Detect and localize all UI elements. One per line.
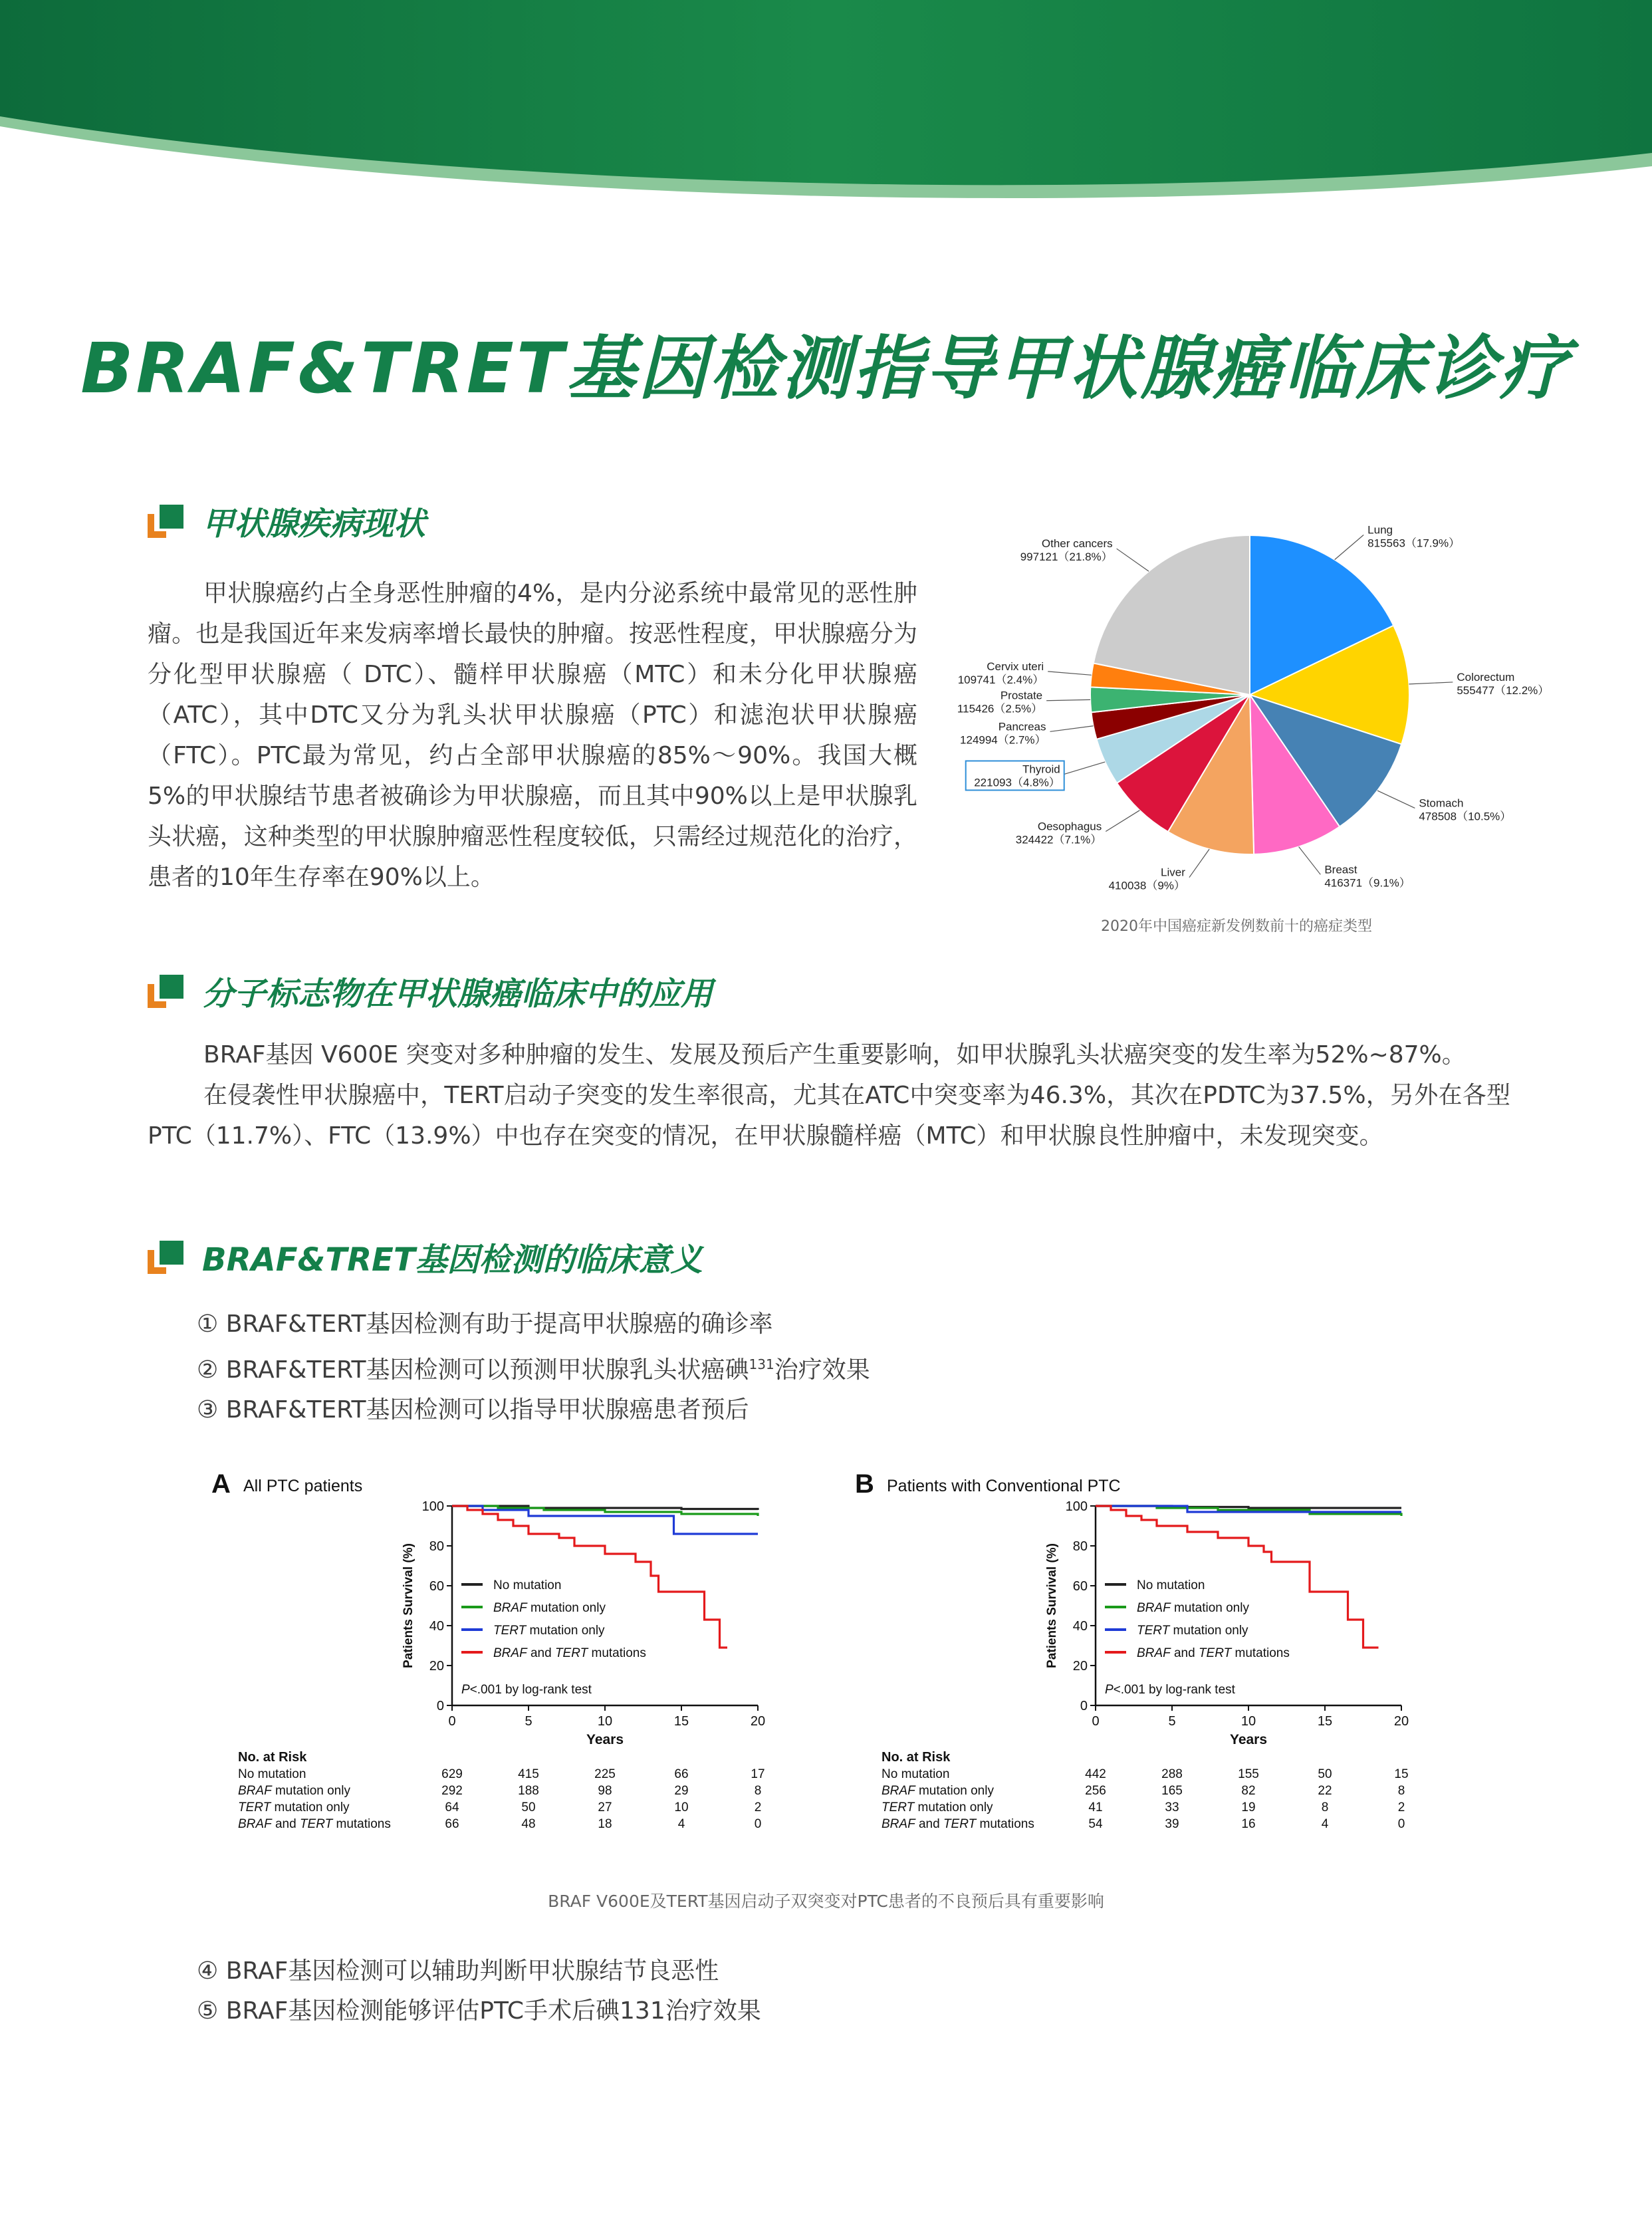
points-list-bottom xyxy=(197,1951,761,2031)
y-tick-label: 100 xyxy=(421,1499,444,1514)
point-5: ⑤ BRAF基因检测能够评估PTC手术后碘131治疗效果 xyxy=(197,1997,761,2025)
pie-leader-line xyxy=(1106,810,1139,832)
legend-label-braf-and-tert-mutations: BRAF and TERT mutations xyxy=(493,1646,646,1660)
pie-leader-line xyxy=(1335,535,1364,560)
pie-leader-line xyxy=(1064,762,1106,775)
x-tick-label: 10 xyxy=(1240,1714,1256,1729)
pie-value-prostate: 115426（2.5%） xyxy=(957,702,1043,715)
risk-cell: 8 xyxy=(754,1784,762,1798)
x-axis-label: Years xyxy=(1229,1732,1268,1747)
x-tick-label: 0 xyxy=(448,1714,456,1729)
paragraph-braf: BRAF基因 V600E 突变对多种肿瘤的发生、发展及预后产生重要影响，如甲状腺乳头状癌突变的发生率为52%~87%。 xyxy=(203,1041,1466,1068)
y-tick-label: 0 xyxy=(1080,1699,1088,1713)
pie-leader-line xyxy=(1189,849,1209,878)
point-3: ③ BRAF&TERT基因检测可以指导甲状腺癌患者预后 xyxy=(197,1396,749,1424)
pie-leader-line xyxy=(1048,672,1092,675)
x-axis-label: Years xyxy=(586,1732,624,1747)
legend-label-braf-and-tert-mutations: BRAF and TERT mutations xyxy=(1137,1646,1290,1660)
panel-letter: A xyxy=(211,1469,231,1499)
risk-cell: 292 xyxy=(441,1784,463,1798)
legend-label-tert-mutation-only: TERT mutation only xyxy=(1137,1624,1248,1638)
risk-cell: 50 xyxy=(1318,1767,1332,1781)
risk-row-label: BRAF and TERT mutations xyxy=(238,1817,391,1831)
y-axis-label: Patients Survival (%) xyxy=(1045,1543,1059,1668)
point-2: ② BRAF&TERT基因检测可以预测甲状腺乳头状癌碘$^{131}$治疗效果 xyxy=(197,1356,870,1384)
pie-leader-line xyxy=(1117,549,1149,571)
risk-cell: 98 xyxy=(598,1784,612,1798)
risk-cell: 629 xyxy=(441,1767,463,1781)
y-axis-label: Patients Survival (%) xyxy=(402,1543,415,1668)
x-tick-label: 10 xyxy=(597,1714,613,1729)
pie-leader-line xyxy=(1299,846,1321,874)
risk-cell: 16 xyxy=(1241,1817,1256,1831)
risk-row-label: No mutation xyxy=(882,1767,950,1781)
x-tick-label: 20 xyxy=(750,1714,766,1729)
risk-cell: 27 xyxy=(598,1801,612,1814)
section-bullet-icon xyxy=(148,1238,185,1275)
pie-label-stomach: Stomach xyxy=(1419,797,1464,810)
pie-label-lung: Lung xyxy=(1367,523,1393,537)
section-heading-clinical-significance xyxy=(148,1237,703,1277)
x-tick-label: 5 xyxy=(1168,1714,1176,1729)
pie-leader-line xyxy=(1409,682,1453,684)
km-chart-all-ptc xyxy=(199,1466,798,1852)
point-1: ① BRAF&TERT基因检测有助于提高甲状腺癌的确诊率 xyxy=(197,1310,773,1338)
legend-label-braf-mutation-only: BRAF mutation only xyxy=(493,1601,606,1615)
x-tick-label: 15 xyxy=(673,1714,689,1729)
risk-cell: 8 xyxy=(1321,1801,1329,1814)
risk-cell: 50 xyxy=(521,1801,536,1814)
risk-cell: 15 xyxy=(1394,1767,1409,1781)
y-tick-label: 80 xyxy=(429,1539,444,1554)
risk-cell: 48 xyxy=(521,1817,536,1831)
logrank-annotation: P<.001 by log-rank test xyxy=(461,1683,592,1697)
y-tick-label: 40 xyxy=(429,1619,444,1634)
risk-cell: 2 xyxy=(1397,1801,1405,1814)
risk-cell: 10 xyxy=(674,1801,689,1814)
paragraph-tert: 在侵袭性甲状腺癌中，TERT启动子突变的发生率很高，尤其在ATC中突变率为46.3%，其次在PDTC为37.5%，另外在各型PTC（11.7%）、FTC（13.9%）中也存在突变的情况，在甲状腺髓样癌（MTC）和甲状腺良性肿瘤中，未发现突变。 xyxy=(148,1082,1510,1150)
pie-label-colorectum: Colorectum xyxy=(1457,670,1515,684)
section-bullet-icon xyxy=(148,972,185,1009)
risk-row-label: BRAF mutation only xyxy=(238,1784,350,1798)
risk-cell: 41 xyxy=(1088,1801,1103,1814)
y-tick-label: 0 xyxy=(436,1699,444,1713)
risk-cell: 33 xyxy=(1165,1801,1179,1814)
risk-cell: 82 xyxy=(1241,1784,1256,1798)
risk-cell: 256 xyxy=(1085,1784,1106,1798)
risk-cell: 29 xyxy=(674,1784,689,1798)
pie-value-liver: 410038（9%） xyxy=(1108,879,1185,892)
risk-cell: 2 xyxy=(754,1801,762,1814)
pie-value-breast: 416371（9.1%） xyxy=(1324,876,1411,890)
km-chart-conventional-ptc xyxy=(843,1466,1441,1852)
risk-table-header: No. at Risk xyxy=(882,1750,951,1765)
risk-cell: 288 xyxy=(1161,1767,1183,1781)
y-tick-label: 60 xyxy=(1072,1579,1088,1594)
legend-label-braf-mutation-only: BRAF mutation only xyxy=(1137,1601,1249,1615)
legend-label-no-mutation: No mutation xyxy=(493,1578,562,1592)
y-tick-label: 40 xyxy=(1072,1619,1088,1634)
pie-label-other-cancers: Other cancers xyxy=(1041,537,1113,551)
pie-leader-line xyxy=(1377,791,1415,808)
section-title: 分子标志物在甲状腺癌临床中的应用 xyxy=(202,975,713,1013)
km-title: All PTC patients xyxy=(243,1477,363,1495)
risk-row-label: TERT mutation only xyxy=(882,1801,993,1814)
pie-label-liver: Liver xyxy=(1161,866,1185,879)
section-heading-thyroid-status xyxy=(148,501,425,541)
risk-cell: 66 xyxy=(674,1767,689,1781)
pie-caption: 2020年中国癌症新发例数前十的癌症类型 xyxy=(1101,918,1372,935)
section-heading-biomarkers xyxy=(148,971,713,1011)
pie-value-pancreas: 124994（2.7%） xyxy=(960,733,1046,747)
section2-paragraphs xyxy=(148,1035,1510,1156)
risk-cell: 155 xyxy=(1238,1767,1259,1781)
pie-value-lung: 815563（17.9%） xyxy=(1367,537,1461,550)
risk-cell: 0 xyxy=(1397,1817,1405,1831)
pie-label-prostate: Prostate xyxy=(1000,689,1043,702)
section-title: 甲状腺疾病现状 xyxy=(202,505,426,543)
risk-cell: 39 xyxy=(1165,1817,1179,1831)
y-tick-label: 60 xyxy=(429,1579,444,1594)
risk-cell: 8 xyxy=(1397,1784,1405,1798)
pie-label-pancreas: Pancreas xyxy=(998,720,1046,733)
risk-row-label: No mutation xyxy=(238,1767,306,1781)
x-tick-label: 15 xyxy=(1317,1714,1333,1729)
section-bullet-icon xyxy=(148,502,185,539)
section1-paragraph: 甲状腺癌约占全身恶性肿瘤的4%，是内分泌系统中最常见的恶性肿瘤。也是我国近年来发病率增长最快的肿瘤。按恶性程度，甲状腺癌分为分化型甲状腺癌（ DTC）、髓样甲状腺癌（MTC）和未分化甲状腺癌（ATC），其中DTC又分为乳头状甲状腺癌（PTC）和滤泡状甲状腺癌（FTC）。PTC最为常见，约占全部甲状腺癌的85%～90%。我国大概5%的甲状腺结节患者被确诊为甲状腺癌，而且其中90%以上是甲状腺乳头状癌，这种类型的甲状腺肿瘤恶性程度较低，只需经过规范化的治疗，患者的10年生存率在90%以上。 xyxy=(148,580,917,891)
pie-label-oesophagus: Oesophagus xyxy=(1037,820,1102,833)
risk-cell: 4 xyxy=(1321,1817,1329,1831)
point-4: ④ BRAF基因检测可以辅助判断甲状腺结节良恶性 xyxy=(197,1957,719,1985)
risk-cell: 165 xyxy=(1161,1784,1183,1798)
pie-leader-line xyxy=(1050,726,1094,732)
km-caption: BRAF V600E及TERT基因启动子双突变对PTC患者的不良预后具有重要影响 xyxy=(548,1892,1104,1911)
risk-table-header: No. at Risk xyxy=(238,1750,307,1765)
risk-cell: 18 xyxy=(598,1817,612,1831)
legend-label-tert-mutation-only: TERT mutation only xyxy=(493,1624,605,1638)
x-tick-label: 5 xyxy=(525,1714,532,1729)
risk-cell: 4 xyxy=(677,1817,685,1831)
pie-value-cervix-uteri: 109741（2.4%） xyxy=(957,673,1044,686)
risk-cell: 442 xyxy=(1085,1767,1106,1781)
x-tick-label: 0 xyxy=(1092,1714,1100,1729)
risk-cell: 22 xyxy=(1318,1784,1332,1798)
risk-cell: 64 xyxy=(445,1801,459,1814)
logrank-annotation: P<.001 by log-rank test xyxy=(1105,1683,1235,1697)
legend-label-no-mutation: No mutation xyxy=(1137,1578,1205,1592)
y-tick-label: 20 xyxy=(1072,1659,1088,1674)
risk-cell: 225 xyxy=(594,1767,616,1781)
x-tick-label: 20 xyxy=(1393,1714,1409,1729)
pie-value-stomach: 478508（10.5%） xyxy=(1419,810,1512,823)
risk-cell: 54 xyxy=(1088,1817,1103,1831)
panel-letter: B xyxy=(855,1469,874,1499)
risk-cell: 188 xyxy=(518,1784,539,1798)
pie-label-cervix-uteri: Cervix uteri xyxy=(987,660,1044,673)
header-banner xyxy=(0,0,1652,219)
risk-row-label: BRAF and TERT mutations xyxy=(882,1817,1034,1831)
points-list-top xyxy=(197,1305,870,1430)
risk-row-label: BRAF mutation only xyxy=(882,1784,994,1798)
pie-leader-line xyxy=(1046,699,1090,700)
risk-cell: 0 xyxy=(754,1817,762,1831)
risk-cell: 66 xyxy=(445,1817,459,1831)
section-title: BRAF&TRET基因检测的临床意义 xyxy=(202,1241,703,1279)
km-title: Patients with Conventional PTC xyxy=(887,1477,1121,1495)
pie-value-colorectum: 555477（12.2%） xyxy=(1457,684,1550,697)
cancer-incidence-pie-chart xyxy=(957,512,1550,937)
pie-value-oesophagus: 324422（7.1%） xyxy=(1015,833,1102,846)
page-title: BRAF&TRET基因检测指导甲状腺癌临床诊疗 xyxy=(80,328,1572,409)
y-tick-label: 100 xyxy=(1065,1499,1088,1514)
y-tick-label: 20 xyxy=(429,1659,444,1674)
pie-value-thyroid: 221093（4.8%） xyxy=(974,776,1060,789)
y-tick-label: 80 xyxy=(1072,1539,1088,1554)
risk-cell: 17 xyxy=(751,1767,765,1781)
risk-cell: 415 xyxy=(518,1767,539,1781)
pie-value-other-cancers: 997121（21.8%） xyxy=(1020,551,1113,564)
risk-cell: 19 xyxy=(1241,1801,1256,1814)
risk-row-label: TERT mutation only xyxy=(238,1801,350,1814)
pie-label-breast: Breast xyxy=(1324,863,1357,876)
pie-label-thyroid: Thyroid xyxy=(1022,763,1060,776)
